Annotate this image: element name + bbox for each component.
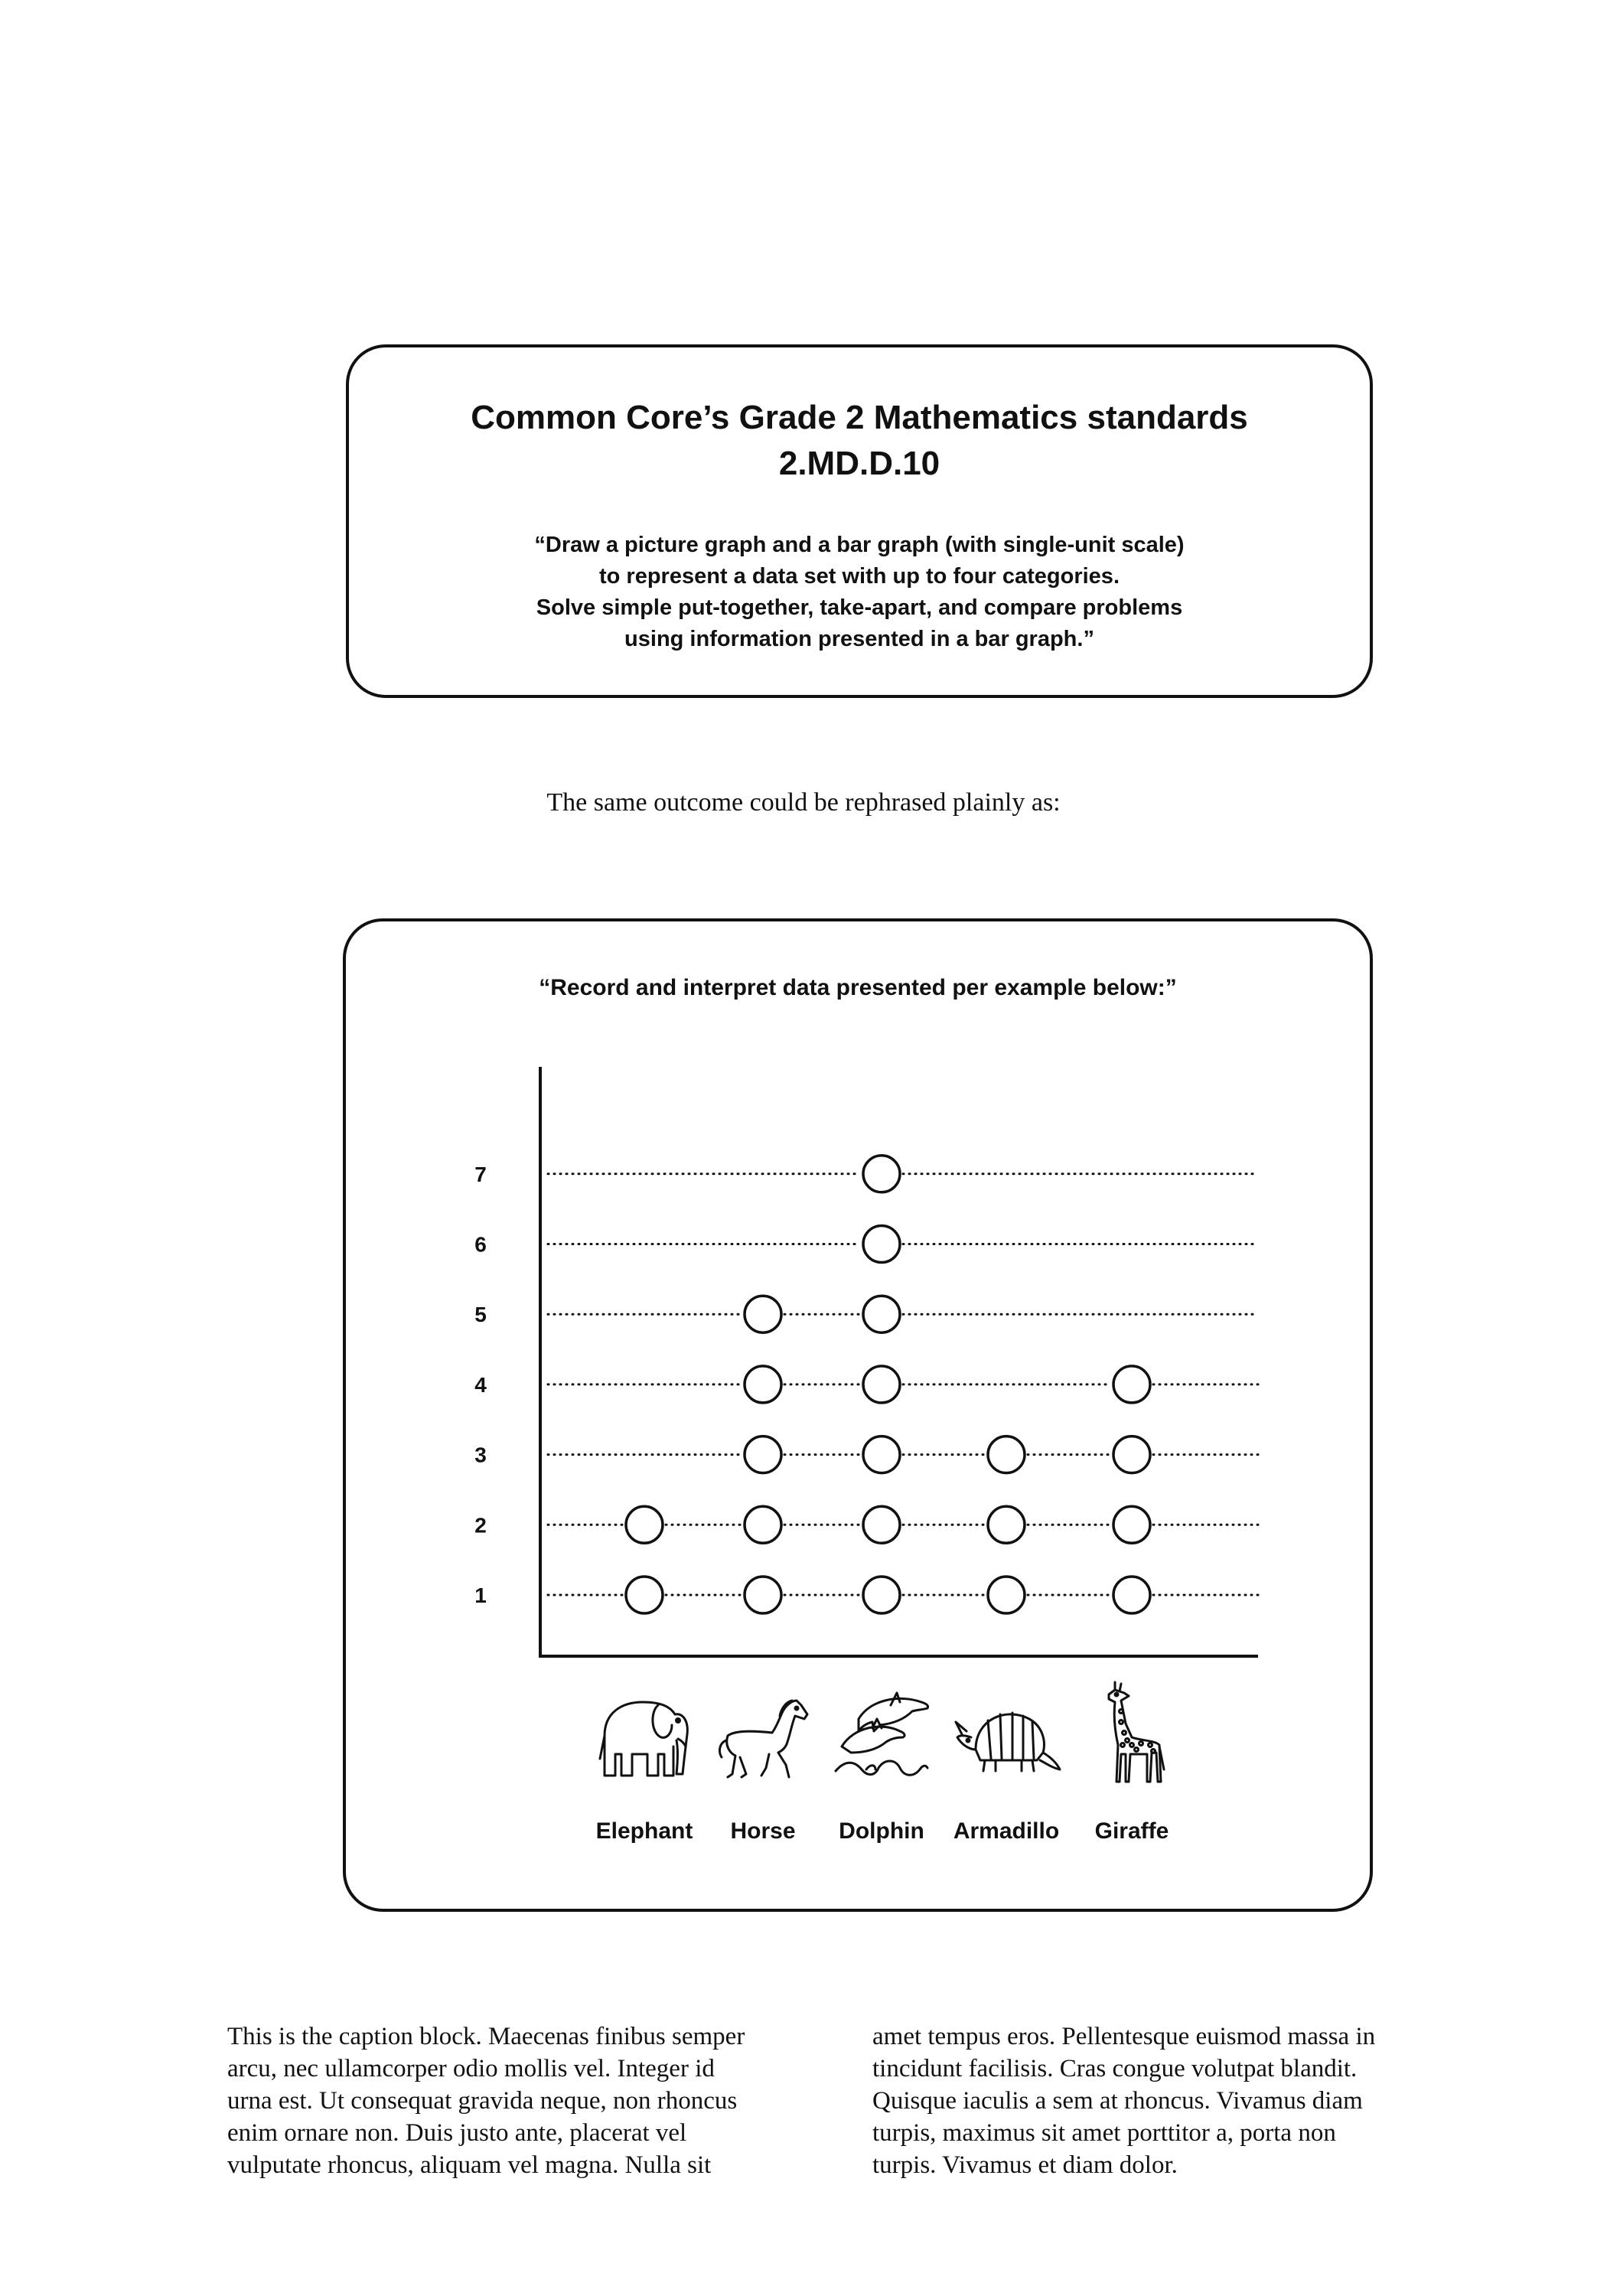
y-tick-label: 4 [474,1372,487,1397]
caption-line: arcu, nec ullamcorper odio mollis vel. Integer id [227,2055,715,2082]
data-circle-giraffe [1113,1506,1150,1543]
standard-quote-line: “Draw a picture graph and a bar graph (with single-unit scale) [534,533,1185,557]
data-circle-horse [745,1366,781,1403]
caption-line: vulputate rhoncus, aliquam vel magna. Nulla sit [227,2151,712,2179]
data-circle-giraffe [1113,1437,1150,1473]
standard-title: Common Core’s Grade 2 Mathematics standards [471,399,1248,436]
caption-line: turpis. Vivamus et diam dolor. [872,2151,1178,2179]
standard-code: 2.MD.D.10 [778,445,940,482]
category-label: Giraffe [1094,1818,1169,1844]
elephant-icon [600,1702,687,1776]
category-icons [600,1682,1164,1782]
category-label: Dolphin [839,1818,924,1844]
data-circle-dolphin [863,1366,900,1403]
category-label: Elephant [595,1818,693,1844]
category-label: Horse [730,1818,796,1844]
data-circle-dolphin [863,1226,900,1263]
data-circle-armadillo [988,1437,1025,1473]
standard-quote-line: using information presented in a bar graph.” [624,627,1094,651]
data-circle-elephant [626,1577,663,1613]
y-tick-label: 1 [474,1583,487,1607]
data-circle-elephant [626,1506,663,1543]
data-circle-dolphin [863,1437,900,1473]
chart-heading: “Record and interpret data presented per example below:” [539,975,1177,1000]
standard-box [346,344,1373,698]
caption-line: tincidunt facilisis. Cras congue volutpat blandit. [872,2055,1358,2082]
category-labels [596,1818,1169,1844]
caption-line: enim ornare non. Duis justo ante, placerat vel [227,2119,687,2147]
y-tick-label: 6 [474,1232,487,1257]
caption-line: This is the caption block. Maecenas finibus semper [227,2023,745,2050]
data-circle-armadillo [988,1506,1025,1543]
standard-quote-line: to represent a data set with up to four categories. [598,564,1120,589]
data-marks [626,1156,1150,1613]
giraffe-icon [1109,1682,1164,1782]
y-tick-label: 2 [474,1513,487,1538]
y-tick-label: 3 [474,1443,487,1467]
caption-line: amet tempus eros. Pellentesque euismod massa in [872,2023,1376,2050]
caption-line: urna est. Ut consequat gravida neque, non rhoncus [227,2087,738,2115]
standard-quote [349,530,1370,655]
armadillo-icon [956,1713,1060,1771]
data-circle-dolphin [863,1577,900,1613]
data-circle-dolphin [863,1156,900,1192]
caption-right-column [872,2020,1485,2181]
y-tick-label: 7 [474,1162,487,1186]
data-circle-dolphin [863,1296,900,1332]
data-circle-horse [745,1577,781,1613]
rephrase-text: The same outcome could be rephrased plainly as: [546,788,1061,817]
data-circle-giraffe [1113,1577,1150,1613]
caption-line: turpis, maximus sit amet porttitor a, porta non [872,2119,1336,2147]
picture-graph [346,921,1376,1915]
y-tick-label: 5 [474,1303,487,1327]
standard-quote-line: Solve simple put-together, take-apart, and compare problems [536,595,1183,620]
chart-box [343,918,1373,1912]
horse-icon [720,1701,807,1777]
data-circle-dolphin [863,1506,900,1543]
caption-line: Quisque iaculis a sem at rhoncus. Vivamus diam [872,2087,1363,2115]
data-circle-horse [745,1437,781,1473]
caption-left-column [227,2020,839,2181]
data-circle-giraffe [1113,1366,1150,1403]
data-circle-horse [745,1506,781,1543]
dolphin-icon [836,1693,928,1775]
data-circle-horse [745,1296,781,1332]
y-tick-labels [474,1163,487,1607]
data-circle-armadillo [988,1577,1025,1613]
axes [539,1067,1258,1658]
category-label: Armadillo [953,1818,1060,1844]
